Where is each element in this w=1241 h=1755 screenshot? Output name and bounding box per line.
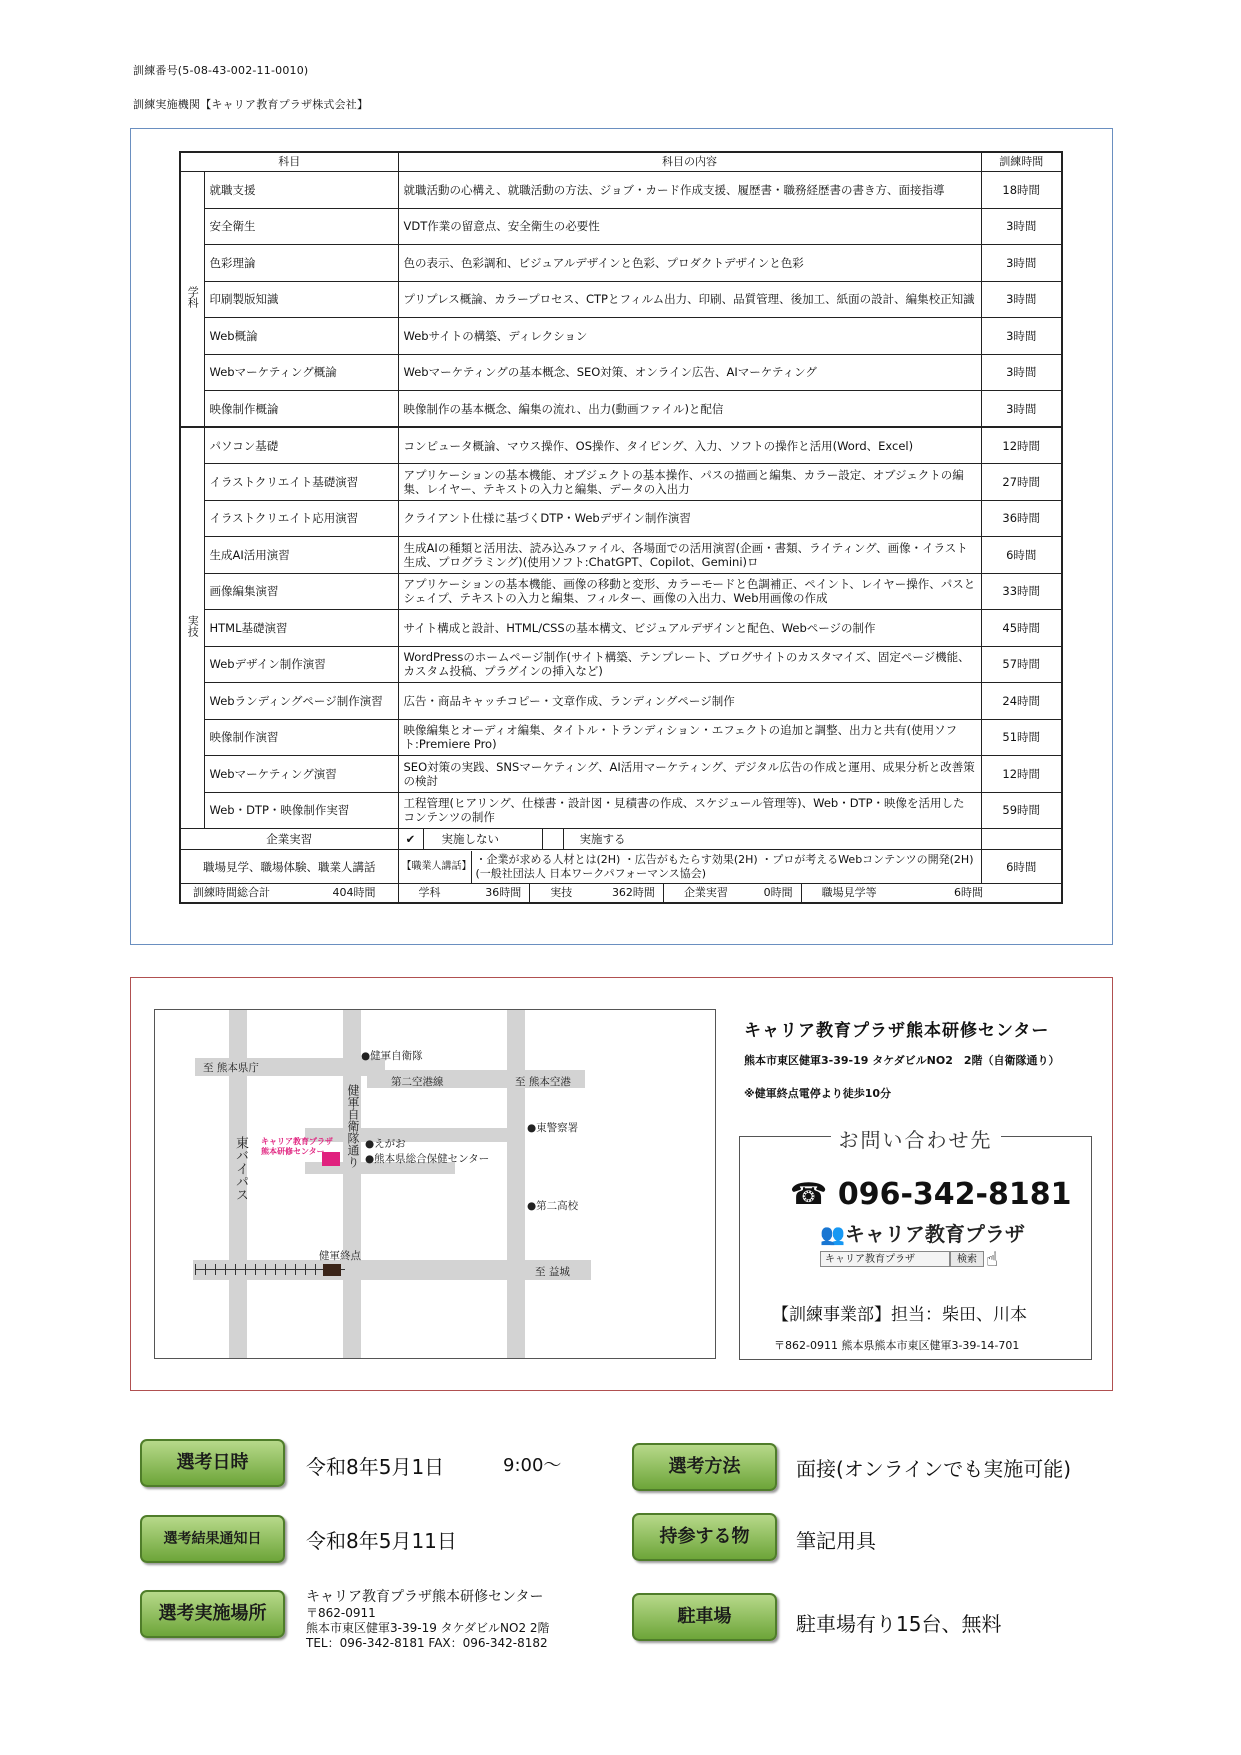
subject-cell: パソコン基礎 — [204, 427, 398, 464]
content-cell: 映像編集とオーディオ編集、タイトル・トランディション・エフェクトの追加と調整、出力と共有(使用ソフト:Premiere Pro) — [398, 719, 981, 756]
content-cell: プリプレス概論、カラープロセス、CTPとフィルム出力、印刷、品質管理、後加工、紙面の設計、編集校正知識 — [398, 281, 981, 318]
content-cell: 工程管理(ヒアリング、仕様書・設計図・見積書の作成、スケジュール管理等)、Web・DTP・映像を活用したコンテンツの制作 — [398, 792, 981, 829]
label-health-center: ●熊本県総合保健センター — [365, 1153, 490, 1165]
shokuba-row — [180, 850, 1062, 884]
total-value: 404時間 — [332, 886, 376, 899]
subject-cell: Web・DTP・映像制作実習 — [204, 792, 398, 829]
table-row — [180, 281, 1062, 318]
content-cell: コンピュータ概論、マウス操作、OS操作、タイピング、入力、ソフトの操作と活用(Word、Excel) — [398, 427, 981, 464]
table-row — [180, 756, 1062, 793]
kigyo-option-row — [399, 829, 981, 849]
label-route2: 第二空港線 — [391, 1076, 444, 1088]
subtotal-label: 職場見学等 — [821, 886, 877, 899]
search-button[interactable]: 検索 — [950, 1251, 984, 1267]
road-jieitai — [343, 1010, 361, 1359]
road-right — [507, 1010, 525, 1359]
label-airport: 至 熊本空港 — [515, 1076, 571, 1088]
subtotals-cell — [398, 884, 1062, 904]
subject-cell: HTML基礎演習 — [204, 610, 398, 647]
content-cell: アプリケーションの基本機能、画像の移動と変形、カラーモードと色調補正、ペイント、レイヤー操作、パスとシェイプ、テキストの入力と編集、フィルター、画像の入出力、Web用画像の作成 — [398, 573, 981, 610]
group-label-text: 学科 — [186, 286, 200, 308]
table-row — [180, 172, 1062, 209]
subject-cell: 映像制作演習 — [204, 719, 398, 756]
table-row — [180, 318, 1062, 355]
table-row — [180, 500, 1062, 537]
center-name: キャリア教育プラザ熊本研修センター — [744, 1021, 1050, 1041]
parking-label-button: 駐車場 — [632, 1593, 777, 1641]
content-cell: 就職活動の心構え、就職活動の方法、ジョブ・カード作成支援、履歴書・職務経歴書の書き方、面接指導 — [398, 172, 981, 209]
notice-label-button: 選考結果通知日 — [140, 1515, 285, 1563]
hours-cell: 6時間 — [981, 537, 1062, 574]
subject-cell: 就職支援 — [204, 172, 398, 209]
brand-name: 👥キャリア教育プラザ — [820, 1222, 1025, 1246]
training-number: 訓練番号(5-08-43-002-11-0010) — [133, 64, 309, 77]
table-row — [180, 464, 1062, 501]
label-jieitai: ●健軍自衛隊 — [361, 1050, 423, 1062]
table-row — [180, 427, 1062, 464]
shokuba-text: ・企業が求める人材とは(2H) ・広告がもたらす効果(2H) ・プロが考えるWebコンテンツの開発(2H)(一般社団法人 日本ワークパフォーマンス協会) — [475, 852, 974, 880]
hours-cell: 12時間 — [981, 756, 1062, 793]
table-row — [180, 792, 1062, 829]
label-terminal: 健軍終点 — [319, 1250, 361, 1262]
subtotal-value: 0時間 — [763, 886, 793, 899]
totals-row — [180, 884, 1062, 904]
label-egao: ●えがお — [365, 1138, 406, 1150]
kigyo-options — [398, 829, 981, 850]
time-value: 9:00～ — [503, 1455, 562, 1476]
hours-cell: 27時間 — [981, 464, 1062, 501]
notice-value: 令和8年5月11日 — [306, 1529, 457, 1553]
label-center-2: 熊本研修センター — [261, 1147, 325, 1156]
subtotal-value: 362時間 — [611, 886, 655, 899]
table-row — [180, 646, 1062, 683]
contact-title: お問い合わせ先 — [740, 1124, 1091, 1153]
hours-cell: 3時間 — [981, 281, 1062, 318]
tram-terminal-marker — [323, 1264, 341, 1276]
hours-cell: 3時間 — [981, 391, 1062, 428]
label-pref-office: 至 熊本県庁 — [203, 1062, 259, 1074]
subtotal-jitsugi — [530, 884, 664, 902]
content-cell: SEO対策の実践、SNSマーケティング、AI活用マーケティング、デジタル広告の作成と運用、成果分析と改善策の検討 — [398, 756, 981, 793]
option-checkbox-yes — [543, 829, 564, 849]
hours-cell: 3時間 — [981, 318, 1062, 355]
hours-cell: 57時間 — [981, 646, 1062, 683]
hours-cell: 24時間 — [981, 683, 1062, 720]
subtotal-label: 学科 — [418, 886, 441, 899]
hours-cell: 59時間 — [981, 792, 1062, 829]
place-line: 〒862-0911 — [306, 1606, 376, 1620]
shokuba-tag: 【職業人講話】 — [399, 851, 472, 883]
date-label-button: 選考日時 — [140, 1439, 285, 1487]
subject-cell: 印刷製版知識 — [204, 281, 398, 318]
subject-cell: 色彩理論 — [204, 245, 398, 282]
header-content: 科目の内容 — [398, 152, 981, 172]
hours-cell: 18時間 — [981, 172, 1062, 209]
search-input[interactable]: キャリア教育プラザ — [820, 1251, 950, 1267]
department-contact: 【訓練事業部】担当：柴田、川本 — [772, 1305, 1027, 1325]
subject-cell: 安全衛生 — [204, 208, 398, 245]
hours-cell: 3時間 — [981, 208, 1062, 245]
content-cell: 映像制作の基本概念、編集の流れ、出力(動画ファイル)と配信 — [398, 391, 981, 428]
label-east-bypass: 東バイパス — [233, 1136, 248, 1201]
shokuba-content-row — [399, 851, 981, 883]
place-line: キャリア教育プラザ熊本研修センター — [306, 1589, 544, 1605]
curriculum-table — [179, 151, 1063, 904]
hours-cell: 45時間 — [981, 610, 1062, 647]
shokuba-hours: 6時間 — [981, 850, 1062, 884]
hours-cell: 33時間 — [981, 573, 1062, 610]
bring-label-button: 持参する物 — [632, 1513, 777, 1561]
label-jieitai-street: 健軍自衛隊通り — [346, 1084, 360, 1168]
subtotals-row — [399, 884, 1062, 902]
table-row — [180, 245, 1062, 282]
contact-postal: 〒862-0911 熊本県熊本市東区健軍3-39-14-701 — [774, 1339, 1020, 1352]
content-cell: アプリケーションの基本機能、オブジェクトの基本操作、パスの描画と編集、カラー設定、オブジェクトの編集、レイヤー、テキストの入力と編集、データの入出力 — [398, 464, 981, 501]
table-row — [180, 683, 1062, 720]
group-label — [180, 427, 204, 829]
subtotal-label: 実技 — [550, 886, 573, 899]
content-cell: 色の表示、色彩調和、ビジュアルデザインと色彩、プロダクトデザインと色彩 — [398, 245, 981, 282]
method-value: 面接(オンラインでも実施可能) — [796, 1457, 1072, 1481]
date-value: 令和8年5月1日 — [306, 1455, 445, 1479]
subject-cell: イラストクリエイト応用演習 — [204, 500, 398, 537]
total-cell — [180, 884, 398, 904]
road-mid — [305, 1128, 515, 1142]
shokuba-content — [398, 850, 981, 884]
content-cell: Webサイトの構築、ディレクション — [398, 318, 981, 355]
check-icon: ✔ — [399, 829, 424, 849]
group-label — [180, 172, 204, 428]
hours-cell: 3時間 — [981, 245, 1062, 282]
content-cell: 生成AIの種類と活用法、読み込みファイル、各場面での活用演習(企画・書類、ライティング、画像・イラスト生成、プログラミング)(使用ソフト:ChatGPT、Copilot、Gemini)ロ — [398, 537, 981, 574]
header-subject: 科目 — [180, 152, 398, 172]
subject-cell: Web概論 — [204, 318, 398, 355]
kigyo-label: 企業実習 — [180, 829, 398, 850]
shokuba-label: 職場見学、職場体験、職業人講話 — [180, 850, 398, 884]
subtotal-gakka — [399, 884, 531, 902]
hours-cell: 36時間 — [981, 500, 1062, 537]
label-east-police: ●東警察署 — [527, 1122, 579, 1134]
table-row — [180, 537, 1062, 574]
header-hours: 訓練時間 — [981, 152, 1062, 172]
content-cell: WordPressのホームページ制作(サイト構築、テンプレート、ブログサイトのカスタマイズ、固定ページ機能、カスタム投稿、プラグインの挿入など) — [398, 646, 981, 683]
center-address: 熊本市東区健軍3-39-19 タケダビルNO2 2階（自衛隊通り） — [744, 1054, 1060, 1067]
subject-cell: イラストクリエイト基礎演習 — [204, 464, 398, 501]
subject-cell: Webマーケティング概論 — [204, 354, 398, 391]
content-cell: VDT作業の留意点、安全衛生の必要性 — [398, 208, 981, 245]
content-cell: 広告・商品キャッチコピー・文章作成、ランディングページ制作 — [398, 683, 981, 720]
table-row — [180, 354, 1062, 391]
place-line: TEL：096-342-8181 FAX：096-342-8182 — [306, 1636, 548, 1650]
subtotal-value: 6時間 — [954, 886, 983, 899]
table-header-row — [180, 152, 1062, 172]
content-cell: Webマーケティングの基本概念、SEO対策、オンライン広告、AIマーケティング — [398, 354, 981, 391]
content-cell: クライアント仕様に基づくDTP・Webデザイン制作演習 — [398, 500, 981, 537]
institution-name: 訓練実施機関【キャリア教育プラザ株式会社】 — [133, 98, 369, 111]
people-icon: 👥 — [820, 1222, 845, 1246]
option-not-implement: 実施しない — [424, 829, 543, 849]
total-label: 訓練時間総合計 — [193, 886, 270, 899]
option-implement: 実施する — [579, 832, 626, 846]
table-row — [180, 719, 1062, 756]
label-school: ●第二高校 — [527, 1200, 579, 1212]
access-map — [154, 1009, 716, 1359]
phone-icon: ☎ — [790, 1177, 828, 1212]
subtotal-value: 36時間 — [485, 886, 522, 899]
hours-cell: 51時間 — [981, 719, 1062, 756]
place-line: 熊本市東区健軍3-39-19 タケダビルNO2 2階 — [306, 1621, 550, 1635]
label-mashiki: 至 益城 — [535, 1266, 570, 1278]
table-row — [180, 208, 1062, 245]
subject-cell: Webマーケティング演習 — [204, 756, 398, 793]
content-cell: サイト構成と設計、HTML/CSSの基本構文、ビジュアルデザインと配色、Webページの制作 — [398, 610, 981, 647]
kigyo-hours — [981, 829, 1062, 850]
table-row — [180, 610, 1062, 647]
kigyo-row — [180, 829, 1062, 850]
subject-cell: 生成AI活用演習 — [204, 537, 398, 574]
subject-cell: Webデザイン制作演習 — [204, 646, 398, 683]
subject-cell: 画像編集演習 — [204, 573, 398, 610]
method-label-button: 選考方法 — [632, 1443, 777, 1491]
place-label-button: 選考実施場所 — [140, 1590, 285, 1638]
hours-cell: 3時間 — [981, 354, 1062, 391]
table-row — [180, 391, 1062, 428]
hours-cell: 12時間 — [981, 427, 1062, 464]
subtotal-kigyo — [664, 884, 802, 902]
pointer-hand-icon: ☝ — [986, 1247, 999, 1271]
group-label-text: 実技 — [186, 615, 200, 637]
subject-cell: Webランディングページ制作演習 — [204, 683, 398, 720]
parking-value: 駐車場有り15台、無料 — [796, 1612, 1002, 1636]
subject-cell: 映像制作概論 — [204, 391, 398, 428]
subtotal-kengaku — [802, 884, 1061, 902]
contact-box — [739, 1128, 1092, 1360]
subtotal-label: 企業実習 — [683, 886, 728, 899]
phone-number[interactable]: ☎ 096-342-8181 — [790, 1177, 1072, 1212]
center-walk: ※健軍終点電停より徒歩10分 — [744, 1087, 892, 1100]
bring-value: 筆記用具 — [796, 1529, 876, 1553]
label-center-1: キャリア教育プラザ — [261, 1137, 333, 1146]
place-details — [306, 1588, 550, 1651]
table-row — [180, 573, 1062, 610]
